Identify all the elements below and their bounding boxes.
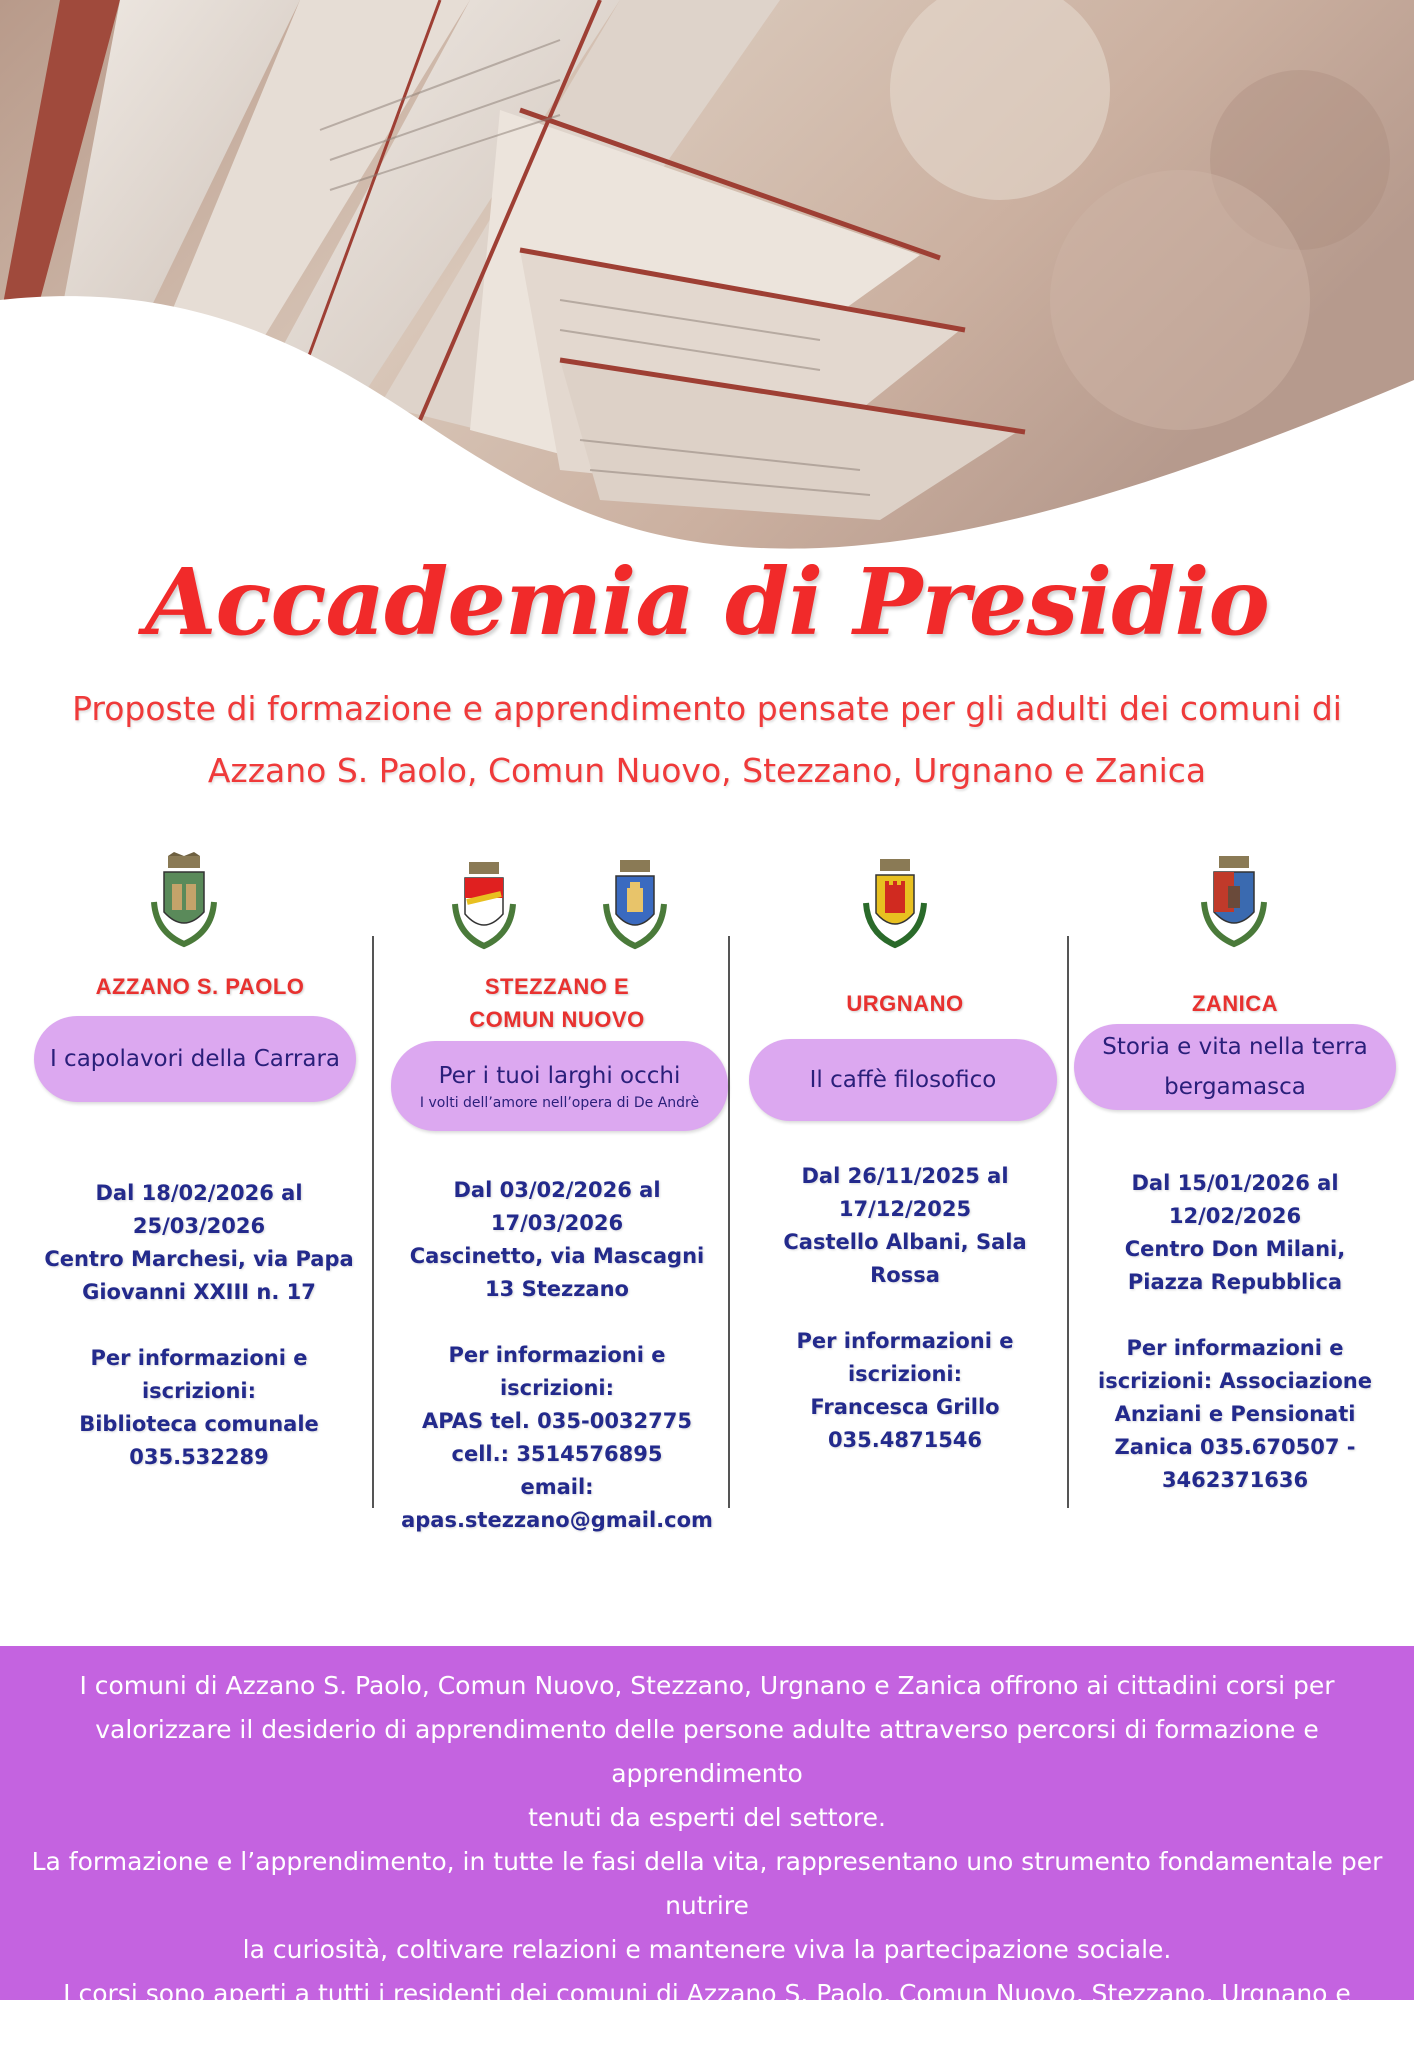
footer-band <box>0 1646 1414 2052</box>
town-name-azzano: AZZANO S. PAOLO <box>95 974 305 999</box>
info-block-azzano <box>14 1177 384 1474</box>
course-title: Il caffè filosofico <box>809 1067 997 1093</box>
info-line: Dal 03/02/2026 al <box>453 1178 661 1202</box>
info-line: 3462371636 <box>1161 1468 1309 1492</box>
info-line: Per informazioni e <box>796 1329 1014 1353</box>
info-block-urgnano <box>736 1160 1074 1457</box>
info-line: Castello Albani, Sala <box>783 1230 1027 1254</box>
info-line: 035.4871546 <box>827 1428 983 1452</box>
course-title: Per i tuoi larghi occhi <box>438 1063 681 1089</box>
course-pill-zanica <box>1074 1024 1396 1110</box>
info-line: iscrizioni: <box>499 1376 615 1400</box>
info-line: 12/02/2026 <box>1168 1204 1302 1228</box>
subtitle <box>60 678 1354 802</box>
footer-line: I corsi sono aperti a tutti i residenti dei comuni di Azzano S. Paolo, Comun Nuovo, Stezzano, Urgnano e Zanica. <box>63 1979 1351 2052</box>
course-pill-urgnano <box>749 1039 1057 1121</box>
footer-description <box>20 1664 1394 2060</box>
info-line: apas.stezzano@gmail.com <box>401 1508 713 1532</box>
info-line: Per informazioni e <box>448 1343 666 1367</box>
info-line: Dal 26/11/2025 al <box>801 1164 1009 1188</box>
info-line: 035.532289 <box>129 1445 269 1469</box>
town-name-line: STEZZANO E <box>484 974 630 999</box>
info-line: iscrizioni: <box>847 1362 963 1386</box>
town-name-zanica: ZANICA <box>1191 991 1279 1016</box>
info-line: 13 Stezzano <box>485 1277 629 1301</box>
open-book-photo <box>0 0 1414 560</box>
info-line: iscrizioni: Associazione <box>1098 1369 1372 1393</box>
course-pill-azzano <box>34 1016 356 1102</box>
zanica-crest-icon <box>1194 852 1274 952</box>
subtitle-line-1: Proposte di formazione e apprendimento pensate per gli adulti dei comuni di <box>72 689 1342 728</box>
course-pill-stezzano <box>391 1041 728 1131</box>
info-line: 17/12/2025 <box>838 1197 972 1221</box>
info-line: email: <box>520 1475 594 1499</box>
info-line: iscrizioni: <box>141 1379 257 1403</box>
info-line: Biblioteca comunale <box>79 1412 319 1436</box>
urgnano-crest-icon <box>857 855 933 953</box>
hero-book-photo <box>0 0 1414 560</box>
info-line: Dal 15/01/2026 al <box>1131 1171 1339 1195</box>
info-line: Per informazioni e <box>90 1346 308 1370</box>
footer-line: la curiosità, coltivare relazioni e mantenere viva la partecipazione sociale. <box>242 1935 1172 1964</box>
course-title-line: bergamasca <box>1164 1074 1306 1100</box>
info-line: Zanica 035.670507 - <box>1114 1435 1356 1459</box>
town-name-stezzano <box>380 970 734 1036</box>
page-title: Accademia di Presidio <box>145 548 1269 656</box>
info-line: Piazza Repubblica <box>1127 1270 1343 1294</box>
azzano-crest-icon <box>144 852 224 952</box>
footer-line: valorizzare il desiderio di apprendimento delle persone adulte attraverso percorsi di formazione e apprendimento <box>95 1715 1319 1788</box>
footer-line: tenuti da esperti del settore. <box>528 1803 886 1832</box>
info-block-zanica <box>1075 1167 1395 1497</box>
info-line: 25/03/2026 <box>132 1214 266 1238</box>
info-line: cell.: 3514576895 <box>451 1442 663 1466</box>
comun-nuovo-crest-icon <box>597 856 673 954</box>
info-line: APAS tel. 035-0032775 <box>421 1409 692 1433</box>
info-line: Anziani e Pensionati <box>1114 1402 1356 1426</box>
info-line: Centro Marchesi, via Papa <box>44 1247 354 1271</box>
course-title: I capolavori della Carrara <box>49 1046 341 1072</box>
footer-line: I comuni di Azzano S. Paolo, Comun Nuovo, Stezzano, Urgnano e Zanica offrono ai cittadini corsi per <box>79 1671 1335 1700</box>
info-line: Per informazioni e <box>1126 1336 1344 1360</box>
info-line: Dal 18/02/2026 al <box>95 1181 303 1205</box>
course-title-line: Storia e vita nella terra <box>1102 1034 1368 1060</box>
info-line: Cascinetto, via Mascagni <box>409 1244 705 1268</box>
town-name-line: COMUN NUOVO <box>469 1007 645 1032</box>
info-line: Giovanni XXIII n. 17 <box>82 1280 316 1304</box>
footer-line: La formazione e l’apprendimento, in tutte le fasi della vita, rappresentano uno strumento fondamentale per nutrire <box>31 1847 1383 1920</box>
info-line: 17/03/2026 <box>490 1211 624 1235</box>
info-line: Centro Don Milani, <box>1124 1237 1346 1261</box>
town-name-urgnano: URGNANO <box>846 991 964 1016</box>
info-line: Rossa <box>870 1263 940 1287</box>
info-line: Francesca Grillo <box>810 1395 1000 1419</box>
stezzano-crest-icon <box>447 858 521 954</box>
info-block-stezzano <box>380 1174 734 1537</box>
course-subtitle: I volti dell’amore nell’opera di De Andrè <box>419 1095 700 1111</box>
subtitle-line-2: Azzano S. Paolo, Comun Nuovo, Stezzano, Urgnano e Zanica <box>207 751 1207 790</box>
